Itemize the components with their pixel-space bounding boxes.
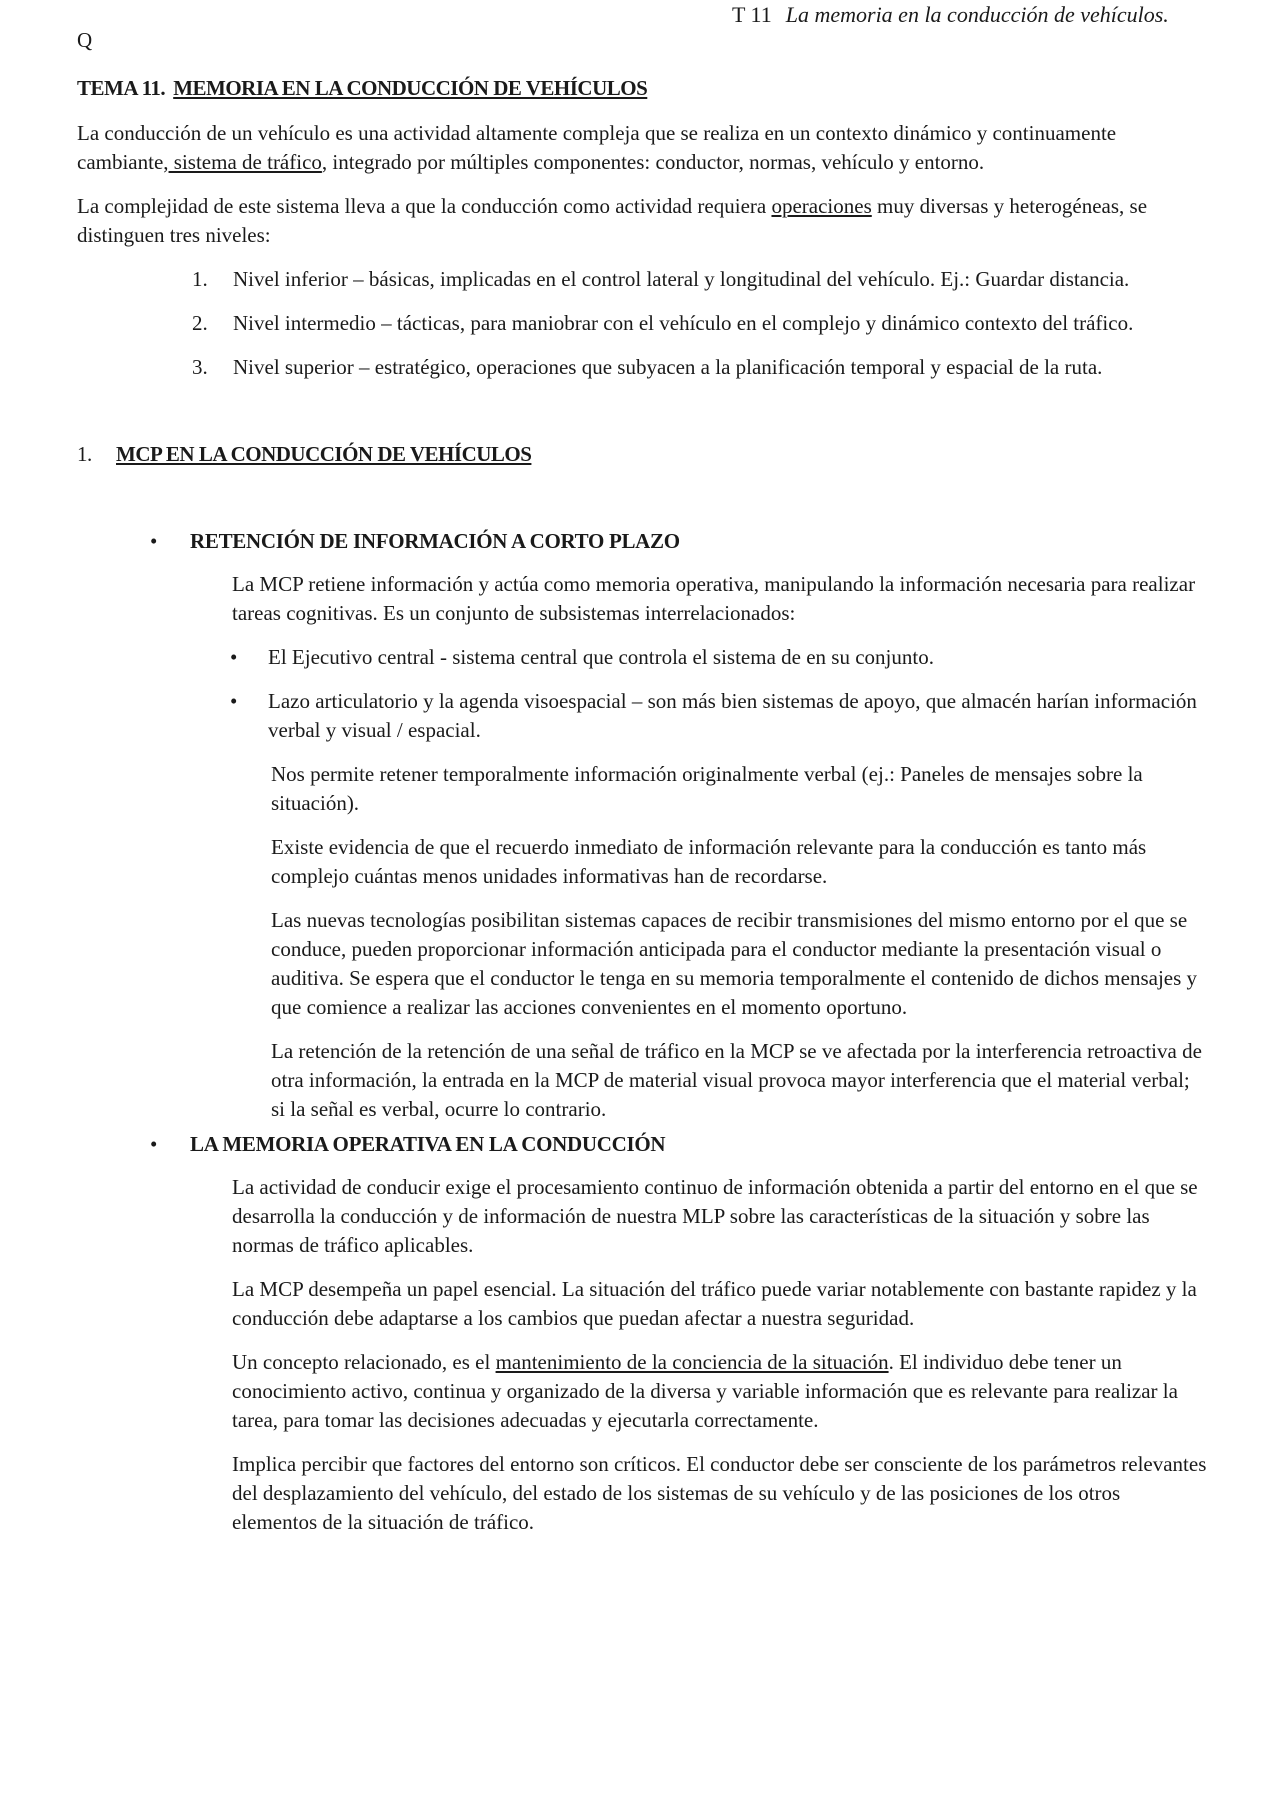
paragraph: La MCP desempeña un papel esencial. La situación del tráfico puede variar notablemente con bastante rapidez y la conducción debe adaptarse a los cambios que puedan afectar a nuestra seguridad. bbox=[232, 1277, 1197, 1330]
list-item bbox=[77, 353, 1207, 382]
main-title-text: MEMORIA EN LA CONDUCCIÓN DE VEHÍCULOS bbox=[173, 76, 648, 100]
section-number: 1. bbox=[77, 442, 92, 466]
bullet-dot: • bbox=[150, 1132, 158, 1156]
paragraph: Las nuevas tecnologías posibilitan sistemas capaces de recibir transmisiones del mismo entorno por el que se conduce, pueden proporcionar información anticipada para el conductor mediante la presentación visual o auditiva. Se espera que el conductor le tenga en su memoria temporalmente el contenido de dichos mensajes y que comience a realizar las acciones convenientes en el momento oportuno. bbox=[271, 908, 1198, 1019]
list-number: 1. bbox=[192, 267, 208, 291]
document-body bbox=[77, 74, 1207, 1552]
paragraph: La actividad de conducir exige el procesamiento continuo de información obtenida a partir del entorno en el que se desarrolla la conducción y de información de nuestra MLP sobre las características de la situación y sobre las normas de tráfico aplicables. bbox=[232, 1175, 1198, 1257]
list-number: 3. bbox=[192, 355, 208, 379]
corner-mark: Q bbox=[77, 28, 93, 52]
subsection-title: LA MEMORIA OPERATIVA EN LA CONDUCCIÓN bbox=[190, 1132, 666, 1156]
paragraph: Nos permite retener temporalmente información originalmente verbal (ej.: Paneles de mensajes sobre la situación). bbox=[271, 762, 1143, 815]
intro-p1-text-a: La conducción de un vehículo es una actividad altamente compleja que se realiza en un contexto dinámico y continuamente cambiante, bbox=[77, 121, 1117, 174]
subsection-heading-retention bbox=[77, 527, 1207, 556]
intro-paragraph-1 bbox=[77, 119, 1207, 177]
sub-bullet-item bbox=[77, 643, 1207, 672]
section-1-heading bbox=[77, 440, 1207, 469]
subsection-title: RETENCIÓN DE INFORMACIÓN A CORTO PLAZO bbox=[190, 529, 680, 553]
page-header bbox=[732, 2, 1169, 28]
intro-p1-text-b: , integrado por múltiples componentes: conductor, normas, vehículo y entorno. bbox=[321, 150, 985, 174]
intro-paragraph-2 bbox=[77, 192, 1207, 250]
list-text: Nivel superior – estratégico, operaciones que subyacen a la planificación temporal y espacial de la ruta. bbox=[233, 355, 1103, 379]
paragraph: Implica percibir que factores del entorno son críticos. El conductor debe ser consciente de los parámetros relevantes del desplazamiento del vehículo, del estado de los sistemas de su vehículo y de las posiciones de los otros elementos de la situación de tráfico. bbox=[232, 1452, 1207, 1534]
header-number: T 11 bbox=[732, 2, 772, 27]
list-text: Nivel inferior – básicas, implicadas en el control lateral y longitudinal del vehículo. Ej.: Guardar distancia. bbox=[233, 267, 1130, 291]
intro-p2-underlined: operaciones bbox=[771, 194, 872, 218]
list-text: Nivel intermedio – tácticas, para maniobrar con el vehículo en el complejo y dinámico contexto del tráfico. bbox=[233, 311, 1134, 335]
bullet-dot: • bbox=[150, 529, 158, 553]
main-title-prefix: TEMA 11. bbox=[77, 76, 166, 100]
intro-p2-text-b: muy diversas y heterogéneas, se distinguen tres niveles: bbox=[77, 194, 1148, 247]
list-item bbox=[77, 309, 1207, 338]
list-number: 2. bbox=[192, 311, 208, 335]
paragraph: Existe evidencia de que el recuerdo inmediato de información relevante para la conducción es tanto más complejo cuántas menos unidades informativas han de recordarse. bbox=[271, 835, 1147, 888]
bullet-dot: • bbox=[230, 645, 238, 669]
header-title: La memoria en la conducción de vehículos. bbox=[785, 2, 1169, 27]
sub-bullet-item bbox=[77, 687, 1207, 745]
intro-p2-text-a: La complejidad de este sistema lleva a que la conducción como actividad requiera bbox=[77, 194, 772, 218]
paragraph-underlined: mantenimiento de la conciencia de la situación bbox=[495, 1350, 889, 1374]
paragraph: La retención de la retención de una señal de tráfico en la MCP se ve afectada por la interferencia retroactiva de otra información, la entrada en la MCP de material visual provoca mayor interferencia que el material verbal; si la señal es verbal, ocurre lo contrario. bbox=[271, 1039, 1202, 1121]
main-title bbox=[77, 74, 1207, 103]
section-title: MCP EN LA CONDUCCIÓN DE VEHÍCULOS bbox=[116, 442, 532, 466]
sub-bullet-text: Lazo articulatorio y la agenda visoespacial – son más bien sistemas de apoyo, que almacén harían información verbal y visual / espacial. bbox=[268, 689, 1197, 742]
list-item bbox=[77, 265, 1207, 294]
paragraph bbox=[77, 1348, 1207, 1435]
paragraph: La MCP retiene información y actúa como memoria operativa, manipulando la información necesaria para realizar tareas cognitivas. Es un conjunto de subsistemas interrelacionados: bbox=[232, 572, 1196, 625]
paragraph-text-a: Un concepto relacionado, es el bbox=[232, 1350, 496, 1374]
intro-p1-underlined: sistema de tráfico bbox=[168, 150, 322, 174]
levels-list bbox=[77, 265, 1207, 382]
bullet-dot: • bbox=[230, 689, 238, 713]
sub-bullet-text: El Ejecutivo central - sistema central que controla el sistema de en su conjunto. bbox=[268, 645, 934, 669]
subsection-heading-working-memory bbox=[77, 1130, 1207, 1159]
paragraph-text-b: . El individuo debe tener un conocimiento activo, continua y organizado de la diversa y variable información que es relevante para realizar la tarea, para tomar las decisiones adecuadas y ejecutarla correctamente. bbox=[232, 1350, 1178, 1432]
